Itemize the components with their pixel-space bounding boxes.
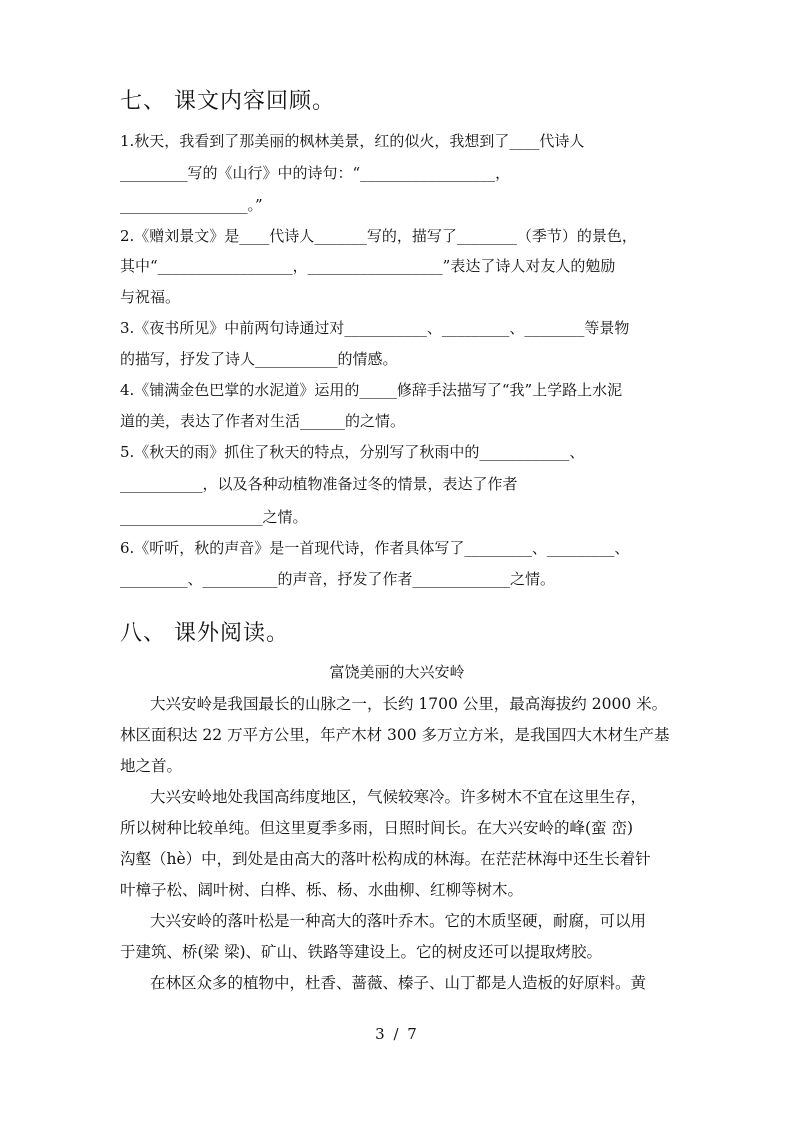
- q2-line-1: 2.《赠刘景文》是____代诗人_______写的，描写了________（季节）的景色，: [120, 227, 637, 245]
- article-line: 于建筑、桥(梁 梁)、矿山、铁路等建设上。它的树皮还可以提取烤胶。: [120, 943, 603, 961]
- article-line: 大兴安岭地处我国高纬度地区，气候较寒冷。许多树木不宜在这里生存，: [150, 788, 647, 806]
- article-title: 富饶美丽的大兴安岭: [329, 663, 465, 681]
- q1-line-1: 1.秋天，我看到了那美丽的枫林美景，红的似火，我想到了____代诗人: [120, 132, 585, 150]
- q5-line-1: 5.《秋天的雨》抓住了秋天的特点，分别写了秋雨中的____________、: [120, 443, 585, 461]
- q3-line-2: 的描写，抒发了诗人___________的情感。: [120, 350, 398, 368]
- q6-line-1: 6.《听听，秋的声音》是一首现代诗，作者具体写了_________、_________、: [120, 539, 630, 557]
- section-8-title: 八、 课外阅读。: [120, 621, 289, 646]
- q4-line-2: 道的美，表达了作者对生活______的之情。: [120, 412, 406, 430]
- article-line: 林区面积达 22 万平方公里，年产木材 300 多万立方米，是我国四大木材生产基: [120, 726, 670, 744]
- q1-line-2: _________写的《山行》中的诗句：“__________________，: [120, 164, 511, 182]
- q5-line-3: ___________________之情。: [120, 508, 308, 526]
- article-line: 地之首。: [120, 757, 183, 775]
- page-number: 3 / 7: [375, 1025, 419, 1043]
- article-line: 在林区众多的植物中，杜香、蔷薇、榛子、山丁都是人造板的好原料。黄: [150, 974, 647, 992]
- q4-line-1: 4.《铺满金色巴掌的水泥道》运用的_____修辞手法描写了“我”上学路上水泥: [120, 381, 623, 399]
- article-line: 沟壑（hè）中，到处是由高大的落叶松构成的林海。在茫茫林海中还生长着针: [120, 850, 651, 868]
- article-line: 所以树种比较单纯。但这里夏季多雨，日照时间长。在大兴安岭的峰(蛮 峦): [120, 819, 634, 837]
- q2-line-2: 其中“__________________，__________________”表达了诗人对友人的勉励: [120, 257, 616, 275]
- q3-line-1: 3.《夜书所见》中前两句诗通过对___________、_________、________等景物: [120, 319, 630, 337]
- q2-line-3: 与祝福。: [120, 288, 181, 306]
- q1-line-3: _________________。”: [120, 196, 263, 214]
- article-line: 大兴安岭是我国最长的山脉之一，长约 1700 公里，最高海拔约 2000 米。: [150, 695, 668, 713]
- article-line: 叶樟子松、阔叶树、白桦、栎、杨、水曲柳、红柳等树木。: [120, 881, 524, 899]
- q6-line-2: _________、__________的声音，抒发了作者_____________之情。: [120, 570, 556, 588]
- q5-line-2: ___________，以及各种动植物准备过冬的情景，表达了作者: [120, 475, 518, 493]
- section-7-title: 七、 课文内容回顾。: [120, 89, 335, 114]
- article-line: 大兴安岭的落叶松是一种高大的落叶乔木。它的木质坚硬，耐腐，可以用: [150, 912, 647, 930]
